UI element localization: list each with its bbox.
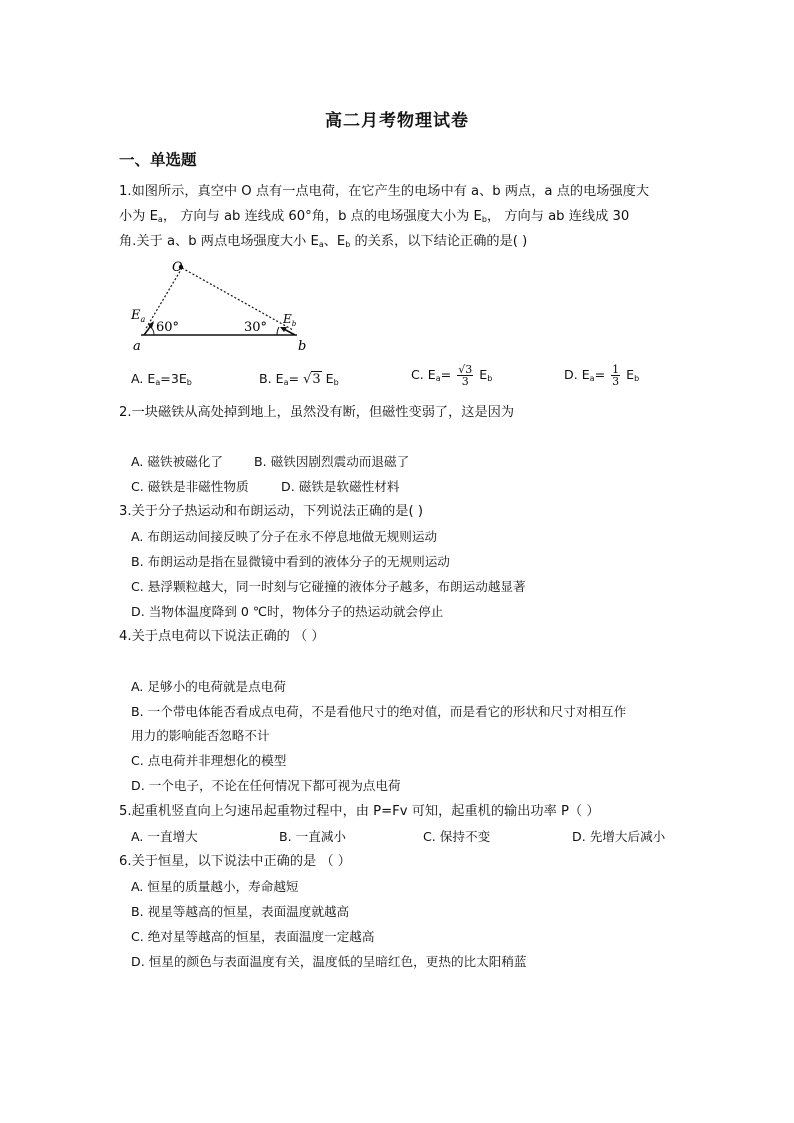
q5-option-d[interactable]: D. 先增大后减小 bbox=[572, 829, 666, 844]
fraction-d: $\frac{1}{3}$ bbox=[612, 363, 620, 388]
q2-stem: 2.一块磁铁从高处掉到地上，虽然没有断，但磁性变弱了，这是因为 bbox=[119, 405, 515, 420]
q1-option-d[interactable]: D. $E_a=$ $\frac{1}{3}$ $E_b$ bbox=[564, 363, 640, 388]
q2-option-c[interactable]: C. 磁铁是非磁性物质 bbox=[131, 479, 249, 494]
q6-stem: 6.关于恒星，以下说法中正确的是 （ ） bbox=[119, 854, 351, 869]
q3-option-b[interactable]: B. 布朗运动是指在显微镜中看到的液体分子的无规则运动 bbox=[131, 554, 450, 569]
q2-option-a[interactable]: A. 磁铁被磁化了 bbox=[131, 454, 223, 469]
label-ea: $E_a$ bbox=[131, 308, 146, 324]
q1-triangle-diagram bbox=[125, 255, 325, 355]
page-title: 高二月考物理试卷 bbox=[325, 111, 469, 131]
q1-option-a[interactable]: A. $E_a=3E_b$ bbox=[131, 371, 192, 387]
q6-option-c[interactable]: C. 绝对星等越高的恒星，表面温度一定越高 bbox=[131, 929, 375, 944]
sqrt-symbol: √3 bbox=[303, 372, 321, 387]
q1-option-c[interactable]: C. $E_a=$ $\frac{√3}{3}$ $E_b$ bbox=[411, 363, 493, 388]
q4-option-b-line2: 用力的影响能否忽略不计 bbox=[131, 728, 270, 743]
q1-stem-line3: 角.关于 a、b 两点电场强度大小 $E_a$、$E_b$ 的关系，以下结论正确的是( ) bbox=[119, 234, 528, 249]
section-heading: 一、单选题 bbox=[119, 151, 197, 169]
q6-option-d[interactable]: D. 恒星的颜色与表面温度有关，温度低的呈暗红色，更热的比太阳稍蓝 bbox=[131, 954, 527, 969]
label-o: O bbox=[172, 260, 183, 275]
q5-option-a[interactable]: A. 一直增大 bbox=[131, 829, 198, 844]
angle-b-arc bbox=[277, 327, 279, 335]
q3-stem: 3.关于分子热运动和布朗运动，下列说法正确的是( ) bbox=[119, 504, 423, 519]
label-angle-60: 60° bbox=[156, 320, 180, 335]
label-b: b bbox=[298, 339, 307, 354]
q5-option-b[interactable]: B. 一直减小 bbox=[279, 829, 347, 844]
q3-option-c[interactable]: C. 悬浮颗粒越大，同一时刻与它碰撞的液体分子越多，布朗运动越显著 bbox=[131, 579, 526, 594]
q3-option-a[interactable]: A. 布朗运动间接反映了分子在永不停息地做无规则运动 bbox=[131, 529, 438, 544]
q1-option-b[interactable]: B. $E_a= √3$ $E_b$ bbox=[259, 371, 339, 387]
q4-stem: 4.关于点电荷以下说法正确的 （ ） bbox=[119, 629, 325, 644]
q5-stem: 5.起重机竖直向上匀速吊起重物过程中，由 P=Fv 可知，起重机的输出功率 P（ ） bbox=[119, 804, 600, 819]
label-a: a bbox=[133, 339, 141, 354]
q4-option-a[interactable]: A. 足够小的电荷就是点电荷 bbox=[131, 679, 286, 694]
fraction-c: $\frac{√3}{3}$ bbox=[458, 363, 473, 388]
q6-option-a[interactable]: A. 恒星的质量越小，寿命越短 bbox=[131, 879, 299, 894]
q2-option-b[interactable]: B. 磁铁因剧烈震动而退磁了 bbox=[254, 454, 410, 469]
q2-option-d[interactable]: D. 磁铁是软磁性材料 bbox=[281, 479, 400, 494]
q6-option-b[interactable]: B. 视星等越高的恒星，表面温度就越高 bbox=[131, 904, 350, 919]
q1-stem-line2: 小为 $E_a$， 方向与 ab 连线成 60°角，b 点的电场强度大小为 $E_b$， 方向与 ab 连线成 30 bbox=[119, 209, 630, 224]
q4-option-b-line1[interactable]: B. 一个带电体能否看成点电荷，不是看他尺寸的绝对值，而是看它的形状和尺寸对相互作 bbox=[131, 704, 627, 719]
q3-option-d[interactable]: D. 当物体温度降到 0 ℃时，物体分子的热运动就会停止 bbox=[131, 604, 444, 619]
label-angle-30: 30° bbox=[244, 320, 268, 335]
q4-option-d[interactable]: D. 一个电子，不论在任何情况下都可视为点电荷 bbox=[131, 778, 401, 793]
label-eb: $E_b$ bbox=[283, 312, 297, 328]
q1-stem-line1: 1.如图所示，真空中 O 点有一点电荷，在它产生的电场中有 a、b 两点，a 点的电场强度大 bbox=[119, 184, 650, 199]
q4-option-c[interactable]: C. 点电荷并非理想化的模型 bbox=[131, 753, 287, 768]
q5-option-c[interactable]: C. 保持不变 bbox=[423, 829, 491, 844]
o-to-b-dotted-line bbox=[182, 268, 293, 330]
